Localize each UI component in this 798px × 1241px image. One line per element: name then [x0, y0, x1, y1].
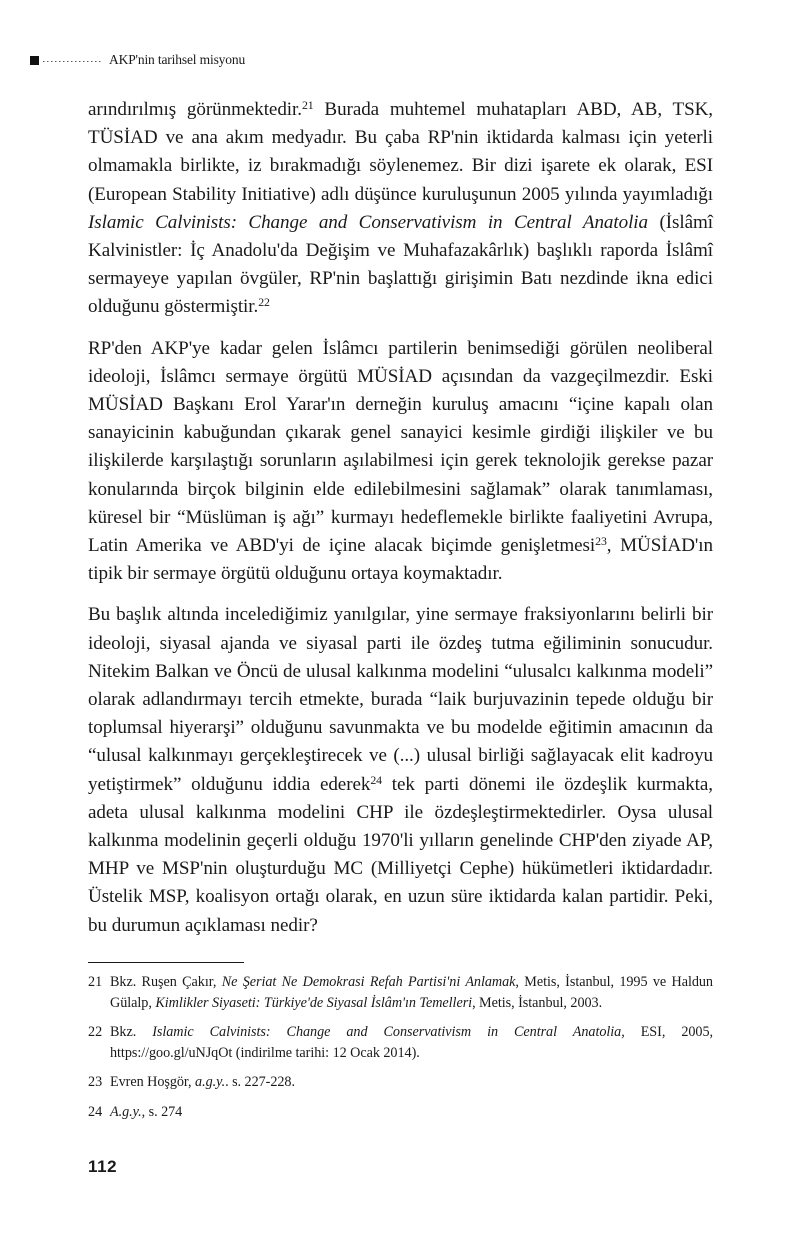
footnote-number: 21: [88, 974, 103, 990]
text-run: Bu başlık altında incelediğimiz yanılgılar, yine sermaye fraksiyonlarını belirli bir ideoloji, siyasal ajanda ve siyasal parti ile özdeş tutma eğiliminin sonucudur. Nitekim Balkan ve Öncü de ulusal kalkınma modelini “ulusalcı kalkınma modeli” olarak adlandırmayı tercih etmekte, burada “laik burjuvazinin tepede olduğu bir toplumsal hiyerarşi” olduğunu savunmakta ve bu modelde eğitimin amacının da “ulusal kalkınmayı gerçekleştirecek ve (...) ulusal birliği sağlayacak elit kadroyu yetiştirmek” olduğunu iddia ederek: [88, 604, 713, 795]
text-run: . s. 227-228.: [225, 1074, 295, 1091]
footnote-text: [110, 972, 713, 1013]
footnote-text: [110, 1072, 713, 1093]
footnote-number: 24: [88, 1103, 103, 1120]
black-square-icon: [30, 56, 39, 65]
footnote-number: 22: [88, 1024, 103, 1041]
text-run: , s. 274: [141, 1103, 183, 1120]
text-run: , MÜSİAD'ın tipik bir sermaye örgütü olduğunu ortaya koymaktadır.: [88, 535, 713, 585]
body-paragraph: [88, 335, 713, 589]
footnote-entry: [88, 1102, 713, 1123]
footnote-separator-rule: [88, 962, 244, 963]
text-run: Bkz. Ruşen Çakır,: [110, 974, 222, 990]
text-run: tek parti dönemi ile özdeşlik kurmakta, adeta ulusal kalkınma modelini CHP ile özdeşleştirmektedirler. Oysa ulusal kalkınma modelinin geçerli olduğu 1970'li yılların genelinde CHP'den ziyade AP, MHP ve MSP'nin oluşturduğu MC (Milliyetçi Cephe) hükümetleri iktidardadır. Üstelik MSP, koalisyon ortağı olarak, en uzun süre iktidarda kalan partidir. Peki, bu durumun açıklaması nedir?: [88, 773, 713, 936]
footnote-reference-marker[interactable]: 22: [258, 295, 270, 310]
italic-title-text: a.g.y.: [195, 1074, 226, 1091]
text-run: Bkz.: [110, 1024, 153, 1041]
page-number: 112: [88, 1157, 118, 1176]
footnote-reference-marker[interactable]: 24: [370, 772, 383, 787]
footnote-entry: [88, 972, 713, 1013]
body-paragraph: [88, 96, 713, 322]
footnotes-section: [88, 962, 713, 1123]
footnote-reference-marker[interactable]: 21: [301, 97, 314, 112]
text-run: Burada muhtemel muhatapları ABD, AB, TSK, TÜSİAD ve ana akım medyadır. Bu çaba RP'nin iktidarda kalması için yeterli olmamakla birlikte, iz bırakmadığı söylenemez. Bir dizi işarete ek olarak, ESI (European Stability Initiative) adlı düşünce kuruluşunun 2005 yılında yayımladığı: [88, 99, 714, 205]
text-run: , Metis, İstanbul, 1995 ve Haldun Gülalp,: [110, 974, 713, 1011]
italic-title-text: Ne Şeriat Ne Demokrasi Refah Partisi'ni Anlamak: [221, 974, 516, 990]
text-run: , ESI, 2005, https://goo.gl/uNJqOt (indirilme tarihi: 12 Ocak 2014).: [110, 1024, 713, 1061]
italic-title-text: A.g.y.: [110, 1103, 142, 1120]
italic-title-text: Islamic Calvinists: Change and Conservativism in Central Anatolia: [152, 1024, 622, 1041]
italic-title-text: Kimlikler Siyaseti: Türkiye'de Siyasal İslâm'ın Temelleri: [155, 994, 473, 1011]
body-paragraph: [88, 601, 713, 939]
text-run: , Metis, İstanbul, 2003.: [472, 994, 603, 1011]
body-text-column: [88, 96, 713, 940]
dotted-line-icon: [43, 61, 103, 62]
footnote-number: 23: [88, 1074, 103, 1091]
text-run: RP'den AKP'ye kadar gelen İslâmcı partilerin benimsediği görülen neoliberal ideoloji, İslâmcı sermaye örgütü MÜSİAD açısından da vazgeçilmezdir. Eski MÜSİAD Başkanı Erol Yarar'ın derneğin kuruluş amacını “içine kapalı olan sanayicinin kabuğundan çıkarak genel sanayici kesimle girdiği ilişkiler ve bu ilişkilerde karşılaştığı sorunların aşılabilmesi için gerek teknolojik gerekse pazar konularında birçok bilginin elde edilebilmesini sağlamak” olarak tanımlaması, küresel bir “Müslüman iş ağı” kurmayı hedeflemekle birlikte faaliyetini Avrupa, Latin Amerika ve ABD'yi de içine alacak biçimde genişletmesi: [88, 337, 713, 557]
text-run: arındırılmış görünmektedir.: [88, 99, 302, 120]
footnote-entry: [88, 1072, 713, 1093]
italic-title-text: Islamic Calvinists: Change and Conservativism in Central Anatolia: [88, 211, 648, 233]
footnote-text: [110, 1102, 713, 1123]
footnote-text: [110, 1022, 713, 1063]
text-run: Evren Hoşgör,: [110, 1074, 196, 1091]
running-header-title: AKP'nin tarihsel misyonu: [109, 52, 246, 67]
footnote-entry: [88, 1022, 713, 1063]
footnote-reference-marker[interactable]: 23: [595, 533, 607, 548]
running-header: [30, 50, 245, 70]
text-run: (İslâmî Kalvinistler: İç Anadolu'da Değişim ve Muhafazakârlık) başlıklı raporda İslâmî sermayeye yapılan övgüler, RP'nin başlattığı girişimin Batı nezdinde ikna edici olduğunu göstermiştir.: [88, 211, 713, 318]
